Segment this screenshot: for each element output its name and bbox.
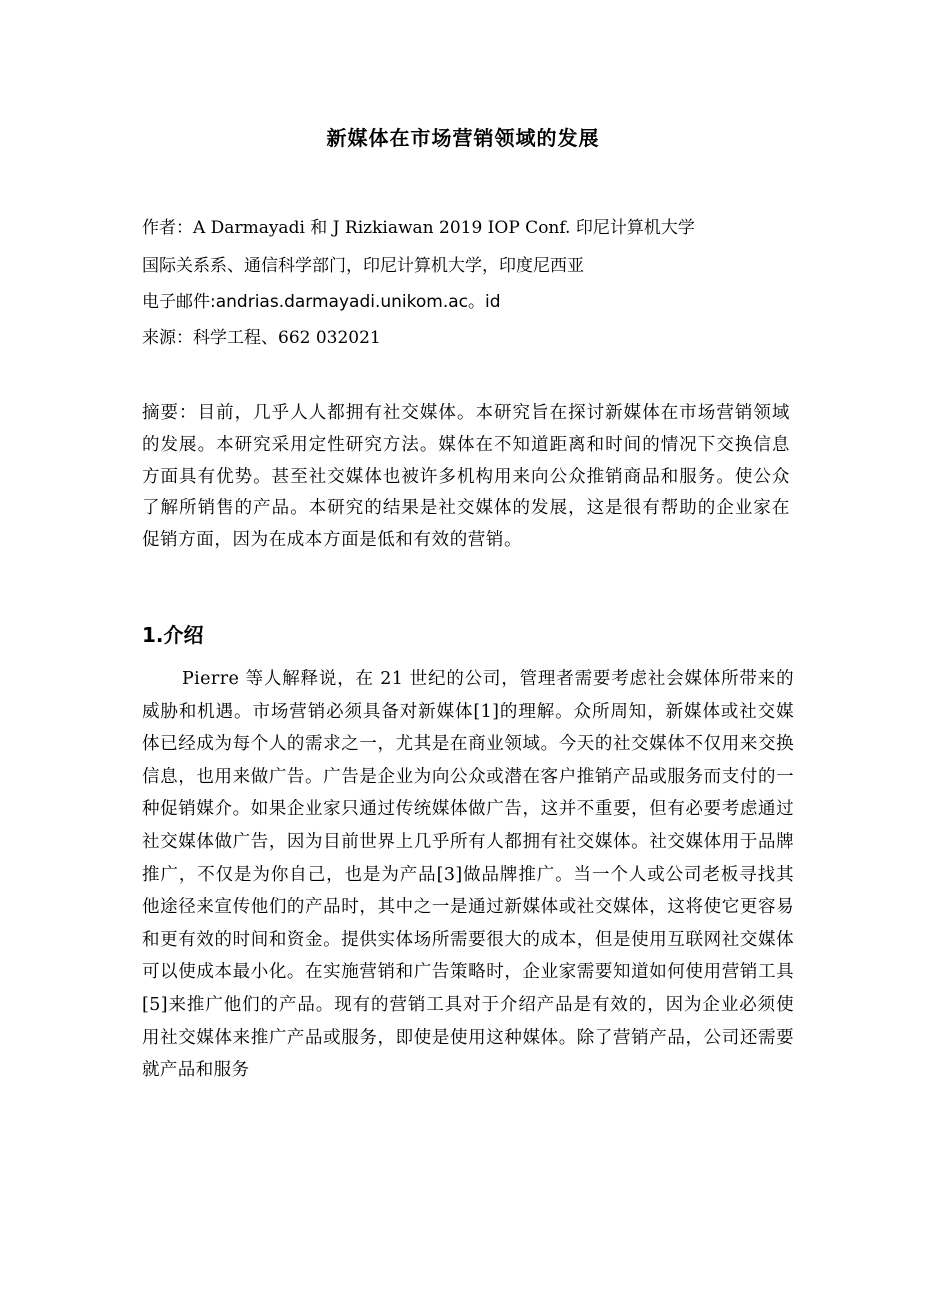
authors-line: 作者：A Darmayadi 和 J Rizkiawan 2019 IOP Conf. 印尼计算机大学	[142, 218, 695, 238]
abstract-paragraph: 摘要：目前，几乎人人都拥有社交媒体。本研究旨在探讨新媒体在市场营销领域的发展。本研究采用定性研究方法。媒体在不知道距离和时间的情况下交换信息方面具有优势。甚至社交媒体也被许多机构用来向公众推销商品和服务。使公众了解所销售的产品。本研究的结果是社交媒体的发展，这是很有帮助的企业家在促销方面，因为在成本方面是低和有效的营销。	[142, 403, 790, 551]
email-line: 电子邮件:andrias.darmayadi.unikom.ac。id	[142, 292, 501, 312]
introduction-paragraph: Pierre 等人解释说，在 21 世纪的公司，管理者需要考虑社会媒体所带来的威胁和机遇。市场营销必须具备对新媒体[1]的理解。众所周知，新媒体或社交媒体已经成为每个人的需求之一，尤其是在商业领域。今天的社交媒体不仅用来交换信息，也用来做广告。广告是企业为向公众或潜在客户推销产品或服务而支付的一种促销媒介。如果企业家只通过传统媒体做广告，这并不重要，但有必要考虑通过社交媒体做广告，因为目前世界上几乎所有人都拥有社交媒体。社交媒体用于品牌推广，不仅是为你自己，也是为产品[3]做品牌推广。当一个人或公司老板寻找其他途径来宣传他们的产品时，其中之一是通过新媒体或社交媒体，这将使它更容易和更有效的时间和资金。提供实体场所需要很大的成本，但是使用互联网社交媒体可以使成本最小化。在实施营销和广告策略时，企业家需要知道如何使用营销工具[5]来推广他们的产品。现有的营销工具对于介绍产品是有效的，因为企业必须使用社交媒体来推广产品或服务，即使是使用这种媒体。除了营销产品，公司还需要就产品和服务	[142, 669, 794, 1081]
source-line: 来源：科学工程、662 032021	[142, 328, 381, 348]
paper-title: 新媒体在市场营销领域的发展	[326, 126, 600, 150]
section-heading-introduction: 1.介绍	[142, 623, 204, 647]
affiliation-line: 国际关系系、通信科学部门，印尼计算机大学，印度尼西亚	[142, 256, 584, 276]
